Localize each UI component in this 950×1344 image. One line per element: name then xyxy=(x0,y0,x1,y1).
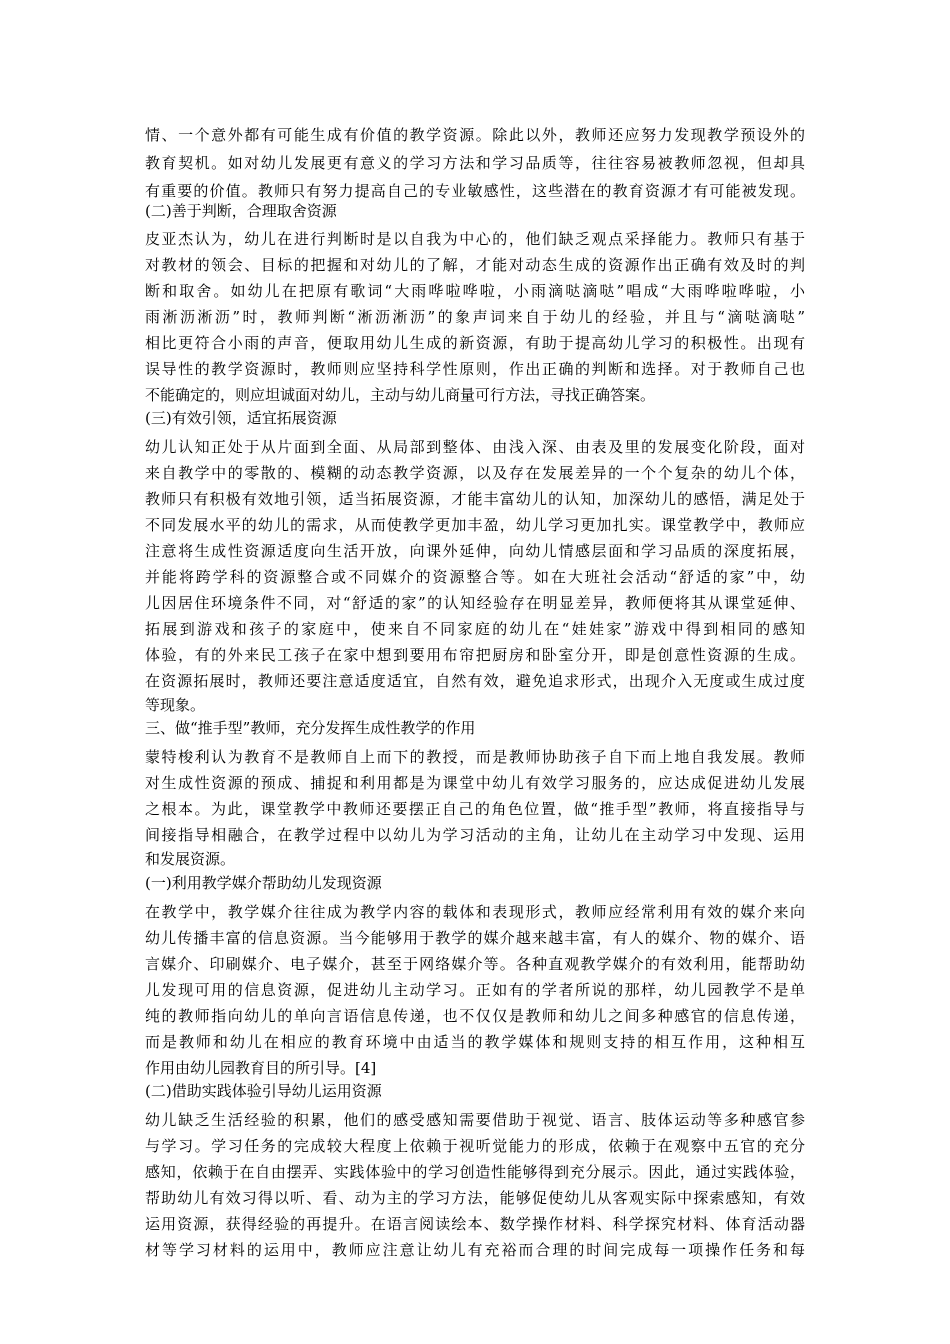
text-line: 相比更符合小雨的声音，便取用幼儿生成的新资源，有助于提高幼儿学习的积极性。出现有 xyxy=(145,334,805,352)
text-line: 教育契机。如对幼儿发展更有意义的学习方法和学习品质等，往往容易被教师忽视，但却具 xyxy=(145,154,805,172)
text-line: 与学习。学习任务的完成较大程度上依赖于视听觉能力的形成，依赖于在观察中五官的充分 xyxy=(145,1137,805,1155)
text-line: 注意将生成性资源适度向生活开放，向课外延伸，向幼儿情感层面和学习品质的深度拓展， xyxy=(145,542,805,560)
text-line: 感知，依赖于在自由摆弄、实践体验中的学习创造性能够得到充分展示。因此，通过实践体验， xyxy=(145,1163,805,1181)
text-line: 情、一个意外都有可能生成有价值的教学资源。除此以外，教师还应努力发现教学预设外的 xyxy=(145,126,805,144)
text-line: 之根本。为此，课堂教学中教师还要摆正自己的角色位置，做“推手型”教师，将直接指导与 xyxy=(145,800,805,818)
text-line: 儿因居住环境条件不同，对“舒适的家”的认知经验存在明显差异，教师便将其从课堂延伸、 xyxy=(145,594,805,612)
text-line: 对生成性资源的预成、捕捉和利用都是为课堂中幼儿有效学习服务的，应达成促进幼儿发展 xyxy=(145,774,805,792)
text-line: 在资源拓展时，教师还要注意适度适宜，自然有效，避免追求形式，出现介入无度或生成过度 xyxy=(145,672,805,690)
text-line: 不同发展水平的幼儿的需求，从而使教学更加丰盈，幼儿学习更加扎实。课堂教学中，教师应 xyxy=(145,516,805,534)
text-line: 作用由幼儿园教育目的所引导。[4] xyxy=(145,1059,377,1077)
section-heading: (二)善于判断，合理取舍资源 xyxy=(145,202,337,220)
text-line: 纯的教师指向幼儿的单向言语信息传递，也不仅仅是教师和幼儿之间多种感官的信息传递， xyxy=(145,1007,805,1025)
text-line: 教师只有积极有效地引领，适当拓展资源，才能丰富幼儿的认知，加深幼儿的感悟，满足处于 xyxy=(145,490,805,508)
text-line: 幼儿认知正处于从片面到全面、从局部到整体、由浅入深、由表及里的发展变化阶段，面对 xyxy=(145,438,805,456)
text-line: 间接指导相融合，在教学过程中以幼儿为学习活动的主角，让幼儿在主动学习中发现、运用 xyxy=(145,826,805,844)
text-line: 和发展资源。 xyxy=(145,850,236,868)
text-line: 体验，有的外来民工孩子在家中想到要用布帘把厨房和卧室分开，即是创意性资源的生成。 xyxy=(145,646,805,664)
text-line: 蒙特梭利认为教育不是教师自上而下的教授，而是教师协助孩子自下而上地自我发展。教师 xyxy=(145,748,805,766)
text-line: 并能将跨学科的资源整合或不同媒介的资源整合等。如在大班社会活动“舒适的家”中，幼 xyxy=(145,568,805,586)
section-heading: (三)有效引领，适宜拓展资源 xyxy=(145,409,337,427)
text-line: 不能确定的，则应坦诚面对幼儿，主动与幼儿商量可行方法，寻找正确答案。 xyxy=(145,386,656,404)
text-line: 幼儿缺乏生活经验的积累，他们的感受感知需要借助于视觉、语言、肢体运动等多种感官参 xyxy=(145,1111,805,1129)
text-line: 材等学习材料的运用中，教师应注意让幼儿有充裕而合理的时间完成每一项操作任务和每 xyxy=(145,1241,805,1259)
text-line: 儿发现可用的信息资源，促进幼儿主动学习。正如有的学者所说的那样，幼儿园教学不是单 xyxy=(145,981,805,999)
text-line: 等现象。 xyxy=(145,696,206,714)
text-line: 对教材的领会、目标的把握和对幼儿的了解，才能对动态生成的资源作出正确有效及时的判 xyxy=(145,256,805,274)
text-line: 雨淅沥淅沥”时，教师判断“淅沥淅沥”的象声词来自于幼儿的经验，并且与“滴哒滴哒” xyxy=(145,308,805,326)
text-line: 帮助幼儿有效习得以听、看、动为主的学习方法，能够促使幼儿从客观实际中探索感知，有效 xyxy=(145,1189,805,1207)
text-line: 断和取舍。如幼儿在把原有歌词“大雨哗啦哗啦，小雨滴哒滴哒”唱成“大雨哗啦哗啦，小 xyxy=(145,282,805,300)
section-heading: 三、做“推手型”教师，充分发挥生成性教学的作用 xyxy=(145,719,476,737)
text-line: 误导性的教学资源时，教师则应坚持科学性原则，作出正确的判断和选择。对于教师自己也 xyxy=(145,360,805,378)
text-line: 皮亚杰认为，幼儿在进行判断时是以自我为中心的，他们缺乏观点采择能力。教师只有基于 xyxy=(145,230,805,248)
section-heading: (一)利用教学媒介帮助幼儿发现资源 xyxy=(145,874,382,892)
section-heading: (二)借助实践体验引导幼儿运用资源 xyxy=(145,1082,382,1100)
text-line: 来自教学中的零散的、模糊的动态教学资源，以及存在发展差异的一个个复杂的幼儿个体， xyxy=(145,464,805,482)
text-line: 在教学中，教学媒介往往成为教学内容的载体和表现形式，教师应经常利用有效的媒介来向 xyxy=(145,903,805,921)
text-line: 拓展到游戏和孩子的家庭中，使来自不同家庭的幼儿在“娃娃家”游戏中得到相同的感知 xyxy=(145,620,805,638)
text-line: 而是教师和幼儿在相应的教育环境中由适当的教学媒体和规则支持的相互作用，这种相互 xyxy=(145,1033,805,1051)
text-line: 言媒介、印刷媒介、电子媒介，甚至于网络媒介等。各种直观教学媒介的有效利用，能帮助幼 xyxy=(145,955,805,973)
text-line: 运用资源，获得经验的再提升。在语言阅读绘本、数学操作材料、科学探究材料、体育活动器 xyxy=(145,1215,805,1233)
text-line: 有重要的价值。教师只有努力提高自己的专业敏感性，这些潜在的教育资源才有可能被发现。 xyxy=(145,182,805,200)
text-line: 幼儿传播丰富的信息资源。当今能够用于教学的媒介越来越丰富，有人的媒介、物的媒介、语 xyxy=(145,929,805,947)
